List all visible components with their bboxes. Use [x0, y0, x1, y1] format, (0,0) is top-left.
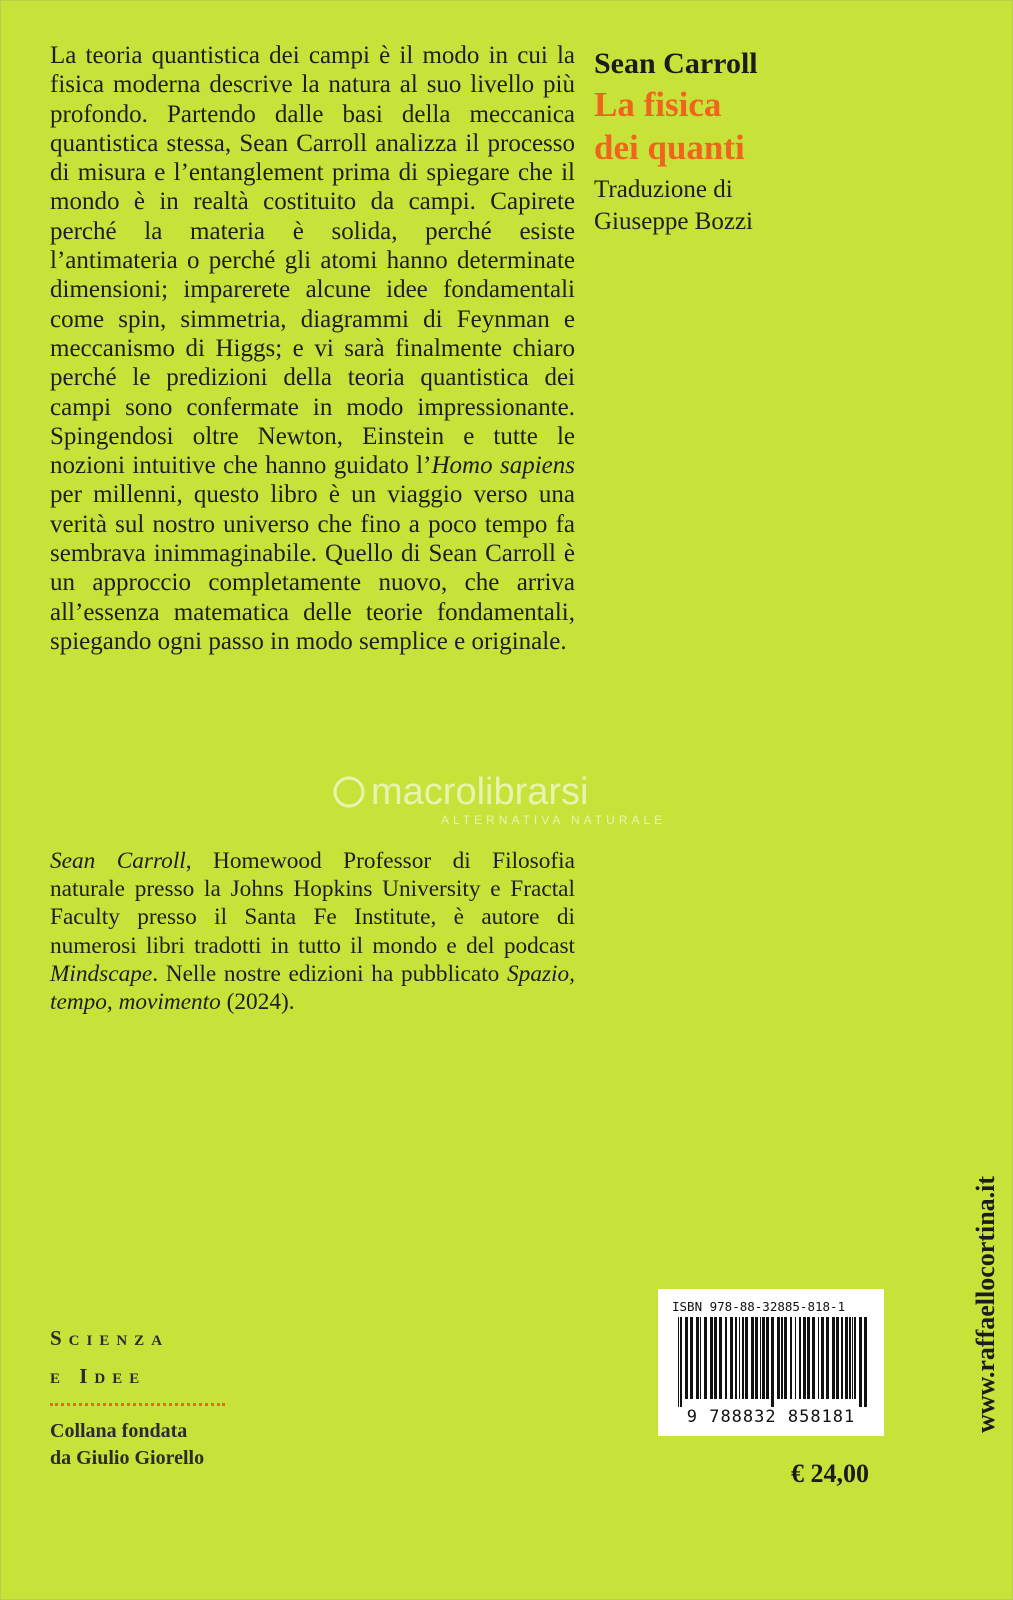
- barcode-bar: [762, 1317, 765, 1399]
- barcode-bar: [710, 1317, 713, 1399]
- bio-text-part3: (2024).: [220, 989, 295, 1016]
- isbn-label: ISBN 978-88-32885-818-1: [672, 1299, 846, 1314]
- barcode-bar: [818, 1317, 819, 1399]
- barcode-bar: [841, 1317, 843, 1399]
- barcode-bar: [781, 1317, 783, 1399]
- author-name: Sean Carroll: [594, 47, 758, 80]
- watermark-brand: macrolibrarsi: [371, 771, 589, 813]
- publisher-website: www.raffaellocortina.it: [971, 1175, 1000, 1433]
- barcode-bar: [803, 1317, 806, 1399]
- price: € 24,00: [791, 1459, 869, 1488]
- bio-podcast-name: Mindscape: [50, 960, 153, 987]
- barcode-bar: [812, 1317, 815, 1399]
- barcode-bar: [826, 1317, 829, 1399]
- translator-name: Giuseppe Bozzi: [594, 208, 753, 235]
- barcode-bar: [760, 1317, 761, 1399]
- barcode-bar: [678, 1317, 679, 1407]
- blurb-text-part2: per millenni, questo libro è un viaggio verso una verità sul nostro universo che fino a poco tempo fa sembrava inimmaginabile. Quello di Sean Carroll è un approccio completamente nuovo, che arriva all’essenza matematica delle teorie fondamentali, spiegando ogni passo in modo semplice e originale.: [50, 481, 575, 655]
- author-bio: [50, 847, 575, 1016]
- barcode-digits: 9 788832 858181: [686, 1407, 856, 1427]
- barcode-bar: [735, 1317, 737, 1399]
- barcode-bar: [742, 1317, 744, 1399]
- barcode-bar: [739, 1317, 740, 1399]
- watermark-tagline: ALTERNATIVA NATURALE: [441, 813, 667, 827]
- bio-text-part1: , Homewood Professor di Filosofia naturale presso la Johns Hopkins University e Fractal Faculty presso il Santa Fe Institute, è autore di numerosi libri tradotti in tutto il mondo e del podcast: [50, 848, 575, 959]
- series-block: [50, 1319, 240, 1472]
- barcode-bar: [849, 1317, 851, 1399]
- barcode-bar: [755, 1317, 758, 1399]
- dotted-divider: [50, 1403, 225, 1406]
- barcode-bar: [777, 1317, 780, 1399]
- barcode-bar: [771, 1317, 774, 1407]
- barcode-bar: [704, 1317, 707, 1399]
- title-block: [594, 45, 894, 238]
- barcode-bar: [790, 1317, 792, 1399]
- barcode-bar: [784, 1317, 787, 1399]
- watermark-logo: [331, 764, 711, 834]
- barcode-bar: [859, 1317, 862, 1407]
- translator-label: Traduzione di: [594, 176, 733, 203]
- barcode-bar: [696, 1317, 699, 1399]
- barcode-bar: [745, 1317, 748, 1399]
- barcode-bar: [766, 1317, 769, 1399]
- blurb-italic-homo-sapiens: Homo sapiens: [431, 452, 575, 480]
- bio-book-title: Spazio, tempo, movimento: [50, 960, 575, 1016]
- barcode-bar: [700, 1317, 701, 1399]
- blurb-paragraph: [50, 41, 575, 656]
- barcode-bar: [852, 1317, 853, 1399]
- barcode-bar: [730, 1317, 733, 1399]
- blurb-text-part1: La teoria quantistica dei campi è il modo in cui la fisica moderna descrive la natura al suo livello più profondo. Partendo dalle basi della meccanica quantistica stessa, Sean Carroll analizza il processo di misura e l’entanglement prima di spiegare che il mondo è in realtà costituito da campi. Capirete perché la materia è solida, perché esiste l’antimateria o perché gli atomi hanno determinate dimensioni; imparerete alcune idee fondamentali come spin, simmetria, diagrammi di Feynman e meccanismo di Higgs; e vi sarà finalmente chiaro perché le predizioni della teoria quantistica dei campi sono confermate in modo impressionante. Spingendosi oltre Newton, Einstein e tutte le nozioni intuitive che hanno guidato l’: [50, 42, 575, 480]
- series-name-line1: Scienza: [50, 1326, 170, 1350]
- book-title-line2: dei quanti: [594, 128, 745, 167]
- series-note-line1: Collana fondata: [50, 1420, 188, 1442]
- barcode-bar: [854, 1317, 856, 1399]
- barcode-bar: [832, 1317, 835, 1399]
- barcode-bar: [714, 1317, 717, 1399]
- barcode-bar: [719, 1317, 722, 1399]
- barcode: [676, 1317, 868, 1407]
- barcode-bar: [836, 1317, 839, 1399]
- bio-text-part2: . Nelle nostre edizioni ha pubblicato: [152, 960, 508, 987]
- barcode-bar: [864, 1317, 867, 1407]
- barcode-bar: [680, 1317, 682, 1407]
- series-name-line2: e Idee: [50, 1364, 147, 1388]
- barcode-bar: [845, 1317, 848, 1399]
- barcode-bar: [751, 1317, 754, 1399]
- barcode-bar: [725, 1317, 727, 1399]
- barcode-bar: [690, 1317, 693, 1399]
- series-note-line2: da Giulio Giorello: [50, 1447, 205, 1469]
- barcode-panel: [658, 1289, 884, 1436]
- watermark-leaf-icon: [335, 778, 363, 806]
- barcode-bar: [807, 1317, 810, 1399]
- barcode-bar: [821, 1317, 824, 1399]
- bio-author-name: Sean Carroll: [50, 848, 186, 874]
- barcode-bar: [795, 1317, 796, 1399]
- book-title-line1: La fisica: [594, 85, 722, 124]
- barcode-bar: [685, 1317, 688, 1399]
- barcode-bar: [799, 1317, 801, 1399]
